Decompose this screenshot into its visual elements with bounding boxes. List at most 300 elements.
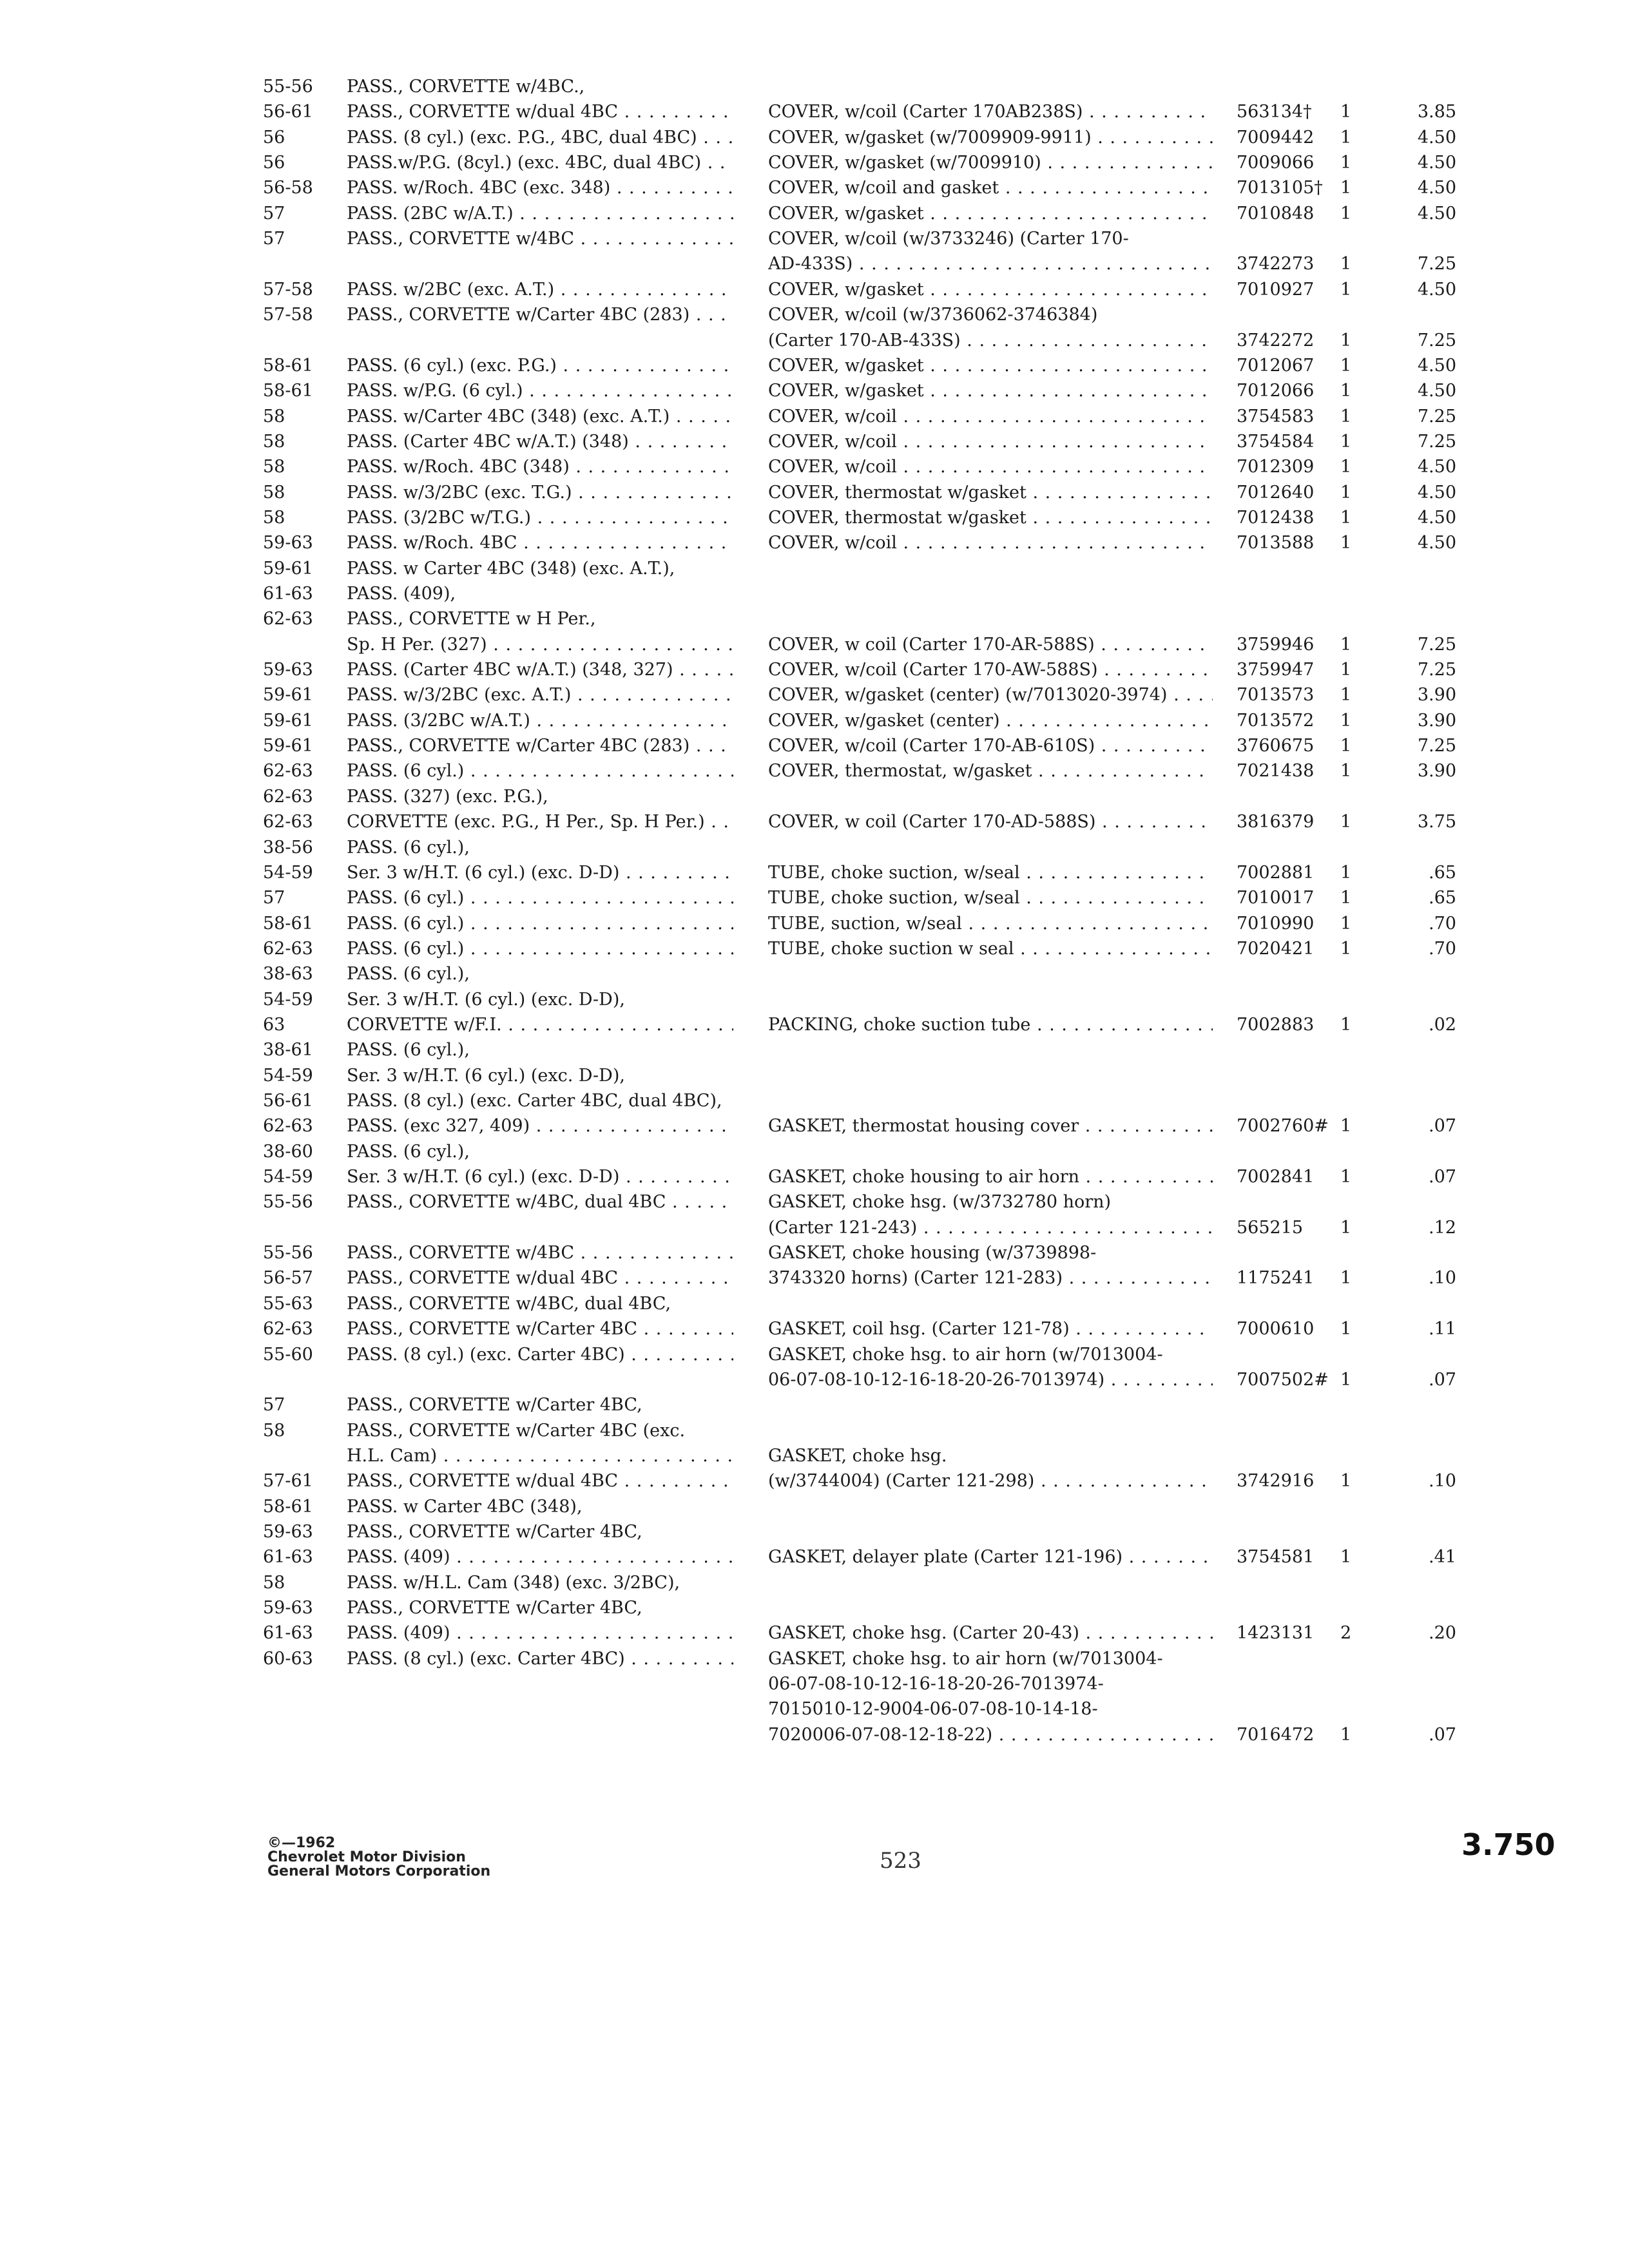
quantity-cell: 1: [1340, 483, 1352, 503]
price-cell: 4.50: [1417, 483, 1456, 503]
description-cell: GASKET, choke hsg. to air horn (w/7013004-: [768, 1345, 1163, 1365]
table-row: [0, 606, 1629, 632]
application-cell: PASS., CORVETTE w/4BC, dual 4BC . . .: [347, 1189, 733, 1215]
price-cell: .70: [1429, 939, 1456, 959]
table-row: [0, 1696, 1629, 1722]
application-cell: PASS. w/H.L. Cam (348) (exc. 3/2BC),: [347, 1573, 680, 1593]
copyright-block: [267, 1836, 490, 1879]
description-cell: TUBE, suction, w/seal . . .: [768, 911, 1213, 937]
year-cell: 54-59: [263, 990, 313, 1010]
price-cell: 7.25: [1417, 736, 1456, 756]
table-row: [0, 1392, 1629, 1418]
application-cell: PASS. (8 cyl.) (exc. P.G., 4BC, dual 4BC) . . .: [347, 125, 733, 151]
application-cell: PASS., CORVETTE w/4BC . . .: [347, 1240, 733, 1266]
description-cell: COVER, w/gasket . . .: [768, 277, 1213, 303]
table-row: [0, 1342, 1629, 1368]
year-cell: 62-63: [263, 787, 313, 807]
application-cell: PASS., CORVETTE w/dual 4BC . . .: [347, 1265, 733, 1291]
quantity-cell: 1: [1340, 812, 1352, 832]
application-cell: PASS. w/3/2BC (exc. A.T.) . . .: [347, 682, 733, 708]
table-row: [0, 251, 1629, 277]
year-cell: 62-63: [263, 1319, 313, 1339]
part-number-cell: 7013573: [1234, 682, 1324, 708]
application-cell: PASS. (6 cyl.) . . .: [347, 936, 733, 962]
quantity-cell: 1: [1340, 711, 1352, 731]
year-cell: 58: [263, 483, 285, 503]
price-cell: 7.25: [1417, 660, 1456, 680]
table-row: [0, 1468, 1629, 1494]
price-cell: 4.50: [1417, 533, 1456, 553]
price-cell: 4.50: [1417, 457, 1456, 477]
year-cell: 55-56: [263, 1192, 313, 1212]
application-cell: PASS. w/Roch. 4BC (exc. 348) . . .: [347, 175, 733, 201]
quantity-cell: 1: [1340, 178, 1352, 198]
table-row: [0, 226, 1629, 252]
application-cell: PASS. (327) (exc. P.G.),: [347, 787, 548, 807]
part-number-cell: 3754583: [1234, 404, 1324, 430]
table-row: [0, 1088, 1629, 1114]
table-row: [0, 404, 1629, 430]
table-row: [0, 860, 1629, 886]
table-row: [0, 125, 1629, 151]
application-cell: PASS. (6 cyl.) (exc. P.G.) . . .: [347, 353, 733, 379]
price-cell: 4.50: [1417, 280, 1456, 300]
description-cell: COVER, w/coil (w/3736062-3746384): [768, 305, 1098, 325]
part-number-cell: 7021438: [1234, 758, 1324, 784]
quantity-cell: 1: [1340, 1268, 1352, 1288]
description-cell: (Carter 121-243) . . .: [768, 1215, 1213, 1241]
year-cell: 57-61: [263, 1471, 313, 1491]
quantity-cell: 1: [1340, 635, 1352, 655]
description-cell: COVER, w/coil . . .: [768, 404, 1213, 430]
part-number-cell: 3742272: [1234, 328, 1324, 354]
application-cell: PASS. w Carter 4BC (348) (exc. A.T.),: [347, 559, 675, 579]
table-row: [0, 1671, 1629, 1697]
price-cell: .07: [1429, 1725, 1456, 1745]
table-row: [0, 1265, 1629, 1291]
application-cell: H.L. Cam) . . .: [347, 1443, 733, 1469]
description-cell: 7015010-12-9004-06-07-08-10-14-18-: [768, 1699, 1098, 1719]
year-cell: 59-63: [263, 1598, 313, 1618]
table-row: [0, 530, 1629, 556]
year-cell: 58-61: [263, 381, 313, 401]
application-cell: PASS. w/Carter 4BC (348) (exc. A.T.) . . .: [347, 404, 733, 430]
table-row: [0, 1113, 1629, 1139]
price-cell: 7.25: [1417, 635, 1456, 655]
part-number-cell: 7009066: [1234, 150, 1324, 176]
part-number-cell: 3742273: [1234, 251, 1324, 277]
application-cell: PASS. w/Roch. 4BC (348) . . .: [347, 454, 733, 480]
part-number-cell: 3754584: [1234, 429, 1324, 455]
quantity-cell: 1: [1340, 1370, 1352, 1390]
copyright-corporation: General Motors Corporation: [267, 1863, 491, 1879]
description-cell: GASKET, choke hsg. (w/3732780 horn): [768, 1192, 1112, 1212]
application-cell: PASS., CORVETTE w/4BC . . .: [347, 226, 733, 252]
application-cell: PASS., CORVETTE w/Carter 4BC (283) . . .: [347, 733, 733, 759]
price-cell: .07: [1429, 1370, 1456, 1390]
application-cell: CORVETTE (exc. P.G., H Per., Sp. H Per.) . . .: [347, 809, 733, 835]
year-cell: 56-57: [263, 1268, 313, 1288]
table-row: [0, 1291, 1629, 1317]
part-number-cell: 1175241: [1234, 1265, 1324, 1291]
year-cell: 59-61: [263, 736, 313, 756]
year-cell: 56-61: [263, 102, 313, 122]
year-cell: 58: [263, 407, 285, 427]
table-row: [0, 1443, 1629, 1469]
table-row: [0, 1620, 1629, 1646]
section-number: 3.750: [1461, 1827, 1556, 1862]
price-cell: 4.50: [1417, 153, 1456, 173]
year-cell: 54-59: [263, 1167, 313, 1187]
year-cell: 63: [263, 1015, 285, 1035]
table-row: [0, 708, 1629, 734]
price-cell: .65: [1429, 863, 1456, 883]
description-cell: COVER, w/gasket . . .: [768, 378, 1213, 404]
table-row: [0, 657, 1629, 683]
table-row: [0, 809, 1629, 835]
table-row: [0, 1240, 1629, 1266]
description-cell: TUBE, choke suction w seal . . .: [768, 936, 1213, 962]
description-cell: 3743320 horns) (Carter 121-283) . . .: [768, 1265, 1213, 1291]
table-row: [0, 353, 1629, 379]
quantity-cell: 1: [1340, 153, 1352, 173]
application-cell: PASS. (6 cyl.),: [347, 964, 470, 984]
table-row: [0, 454, 1629, 480]
quantity-cell: 2: [1340, 1623, 1352, 1643]
quantity-cell: 1: [1340, 331, 1352, 351]
description-cell: COVER, w coil (Carter 170-AR-588S) . . .: [768, 632, 1213, 658]
table-row: [0, 1595, 1629, 1621]
part-number-cell: 7013572: [1234, 708, 1324, 734]
year-cell: 56-61: [263, 1091, 313, 1111]
year-cell: 57: [263, 1395, 285, 1415]
quantity-cell: 1: [1340, 1725, 1352, 1745]
table-row: [0, 835, 1629, 861]
price-cell: .10: [1429, 1471, 1456, 1491]
year-cell: 58: [263, 432, 285, 452]
year-cell: 58: [263, 457, 285, 477]
part-number-cell: 3754581: [1234, 1544, 1324, 1570]
part-number-cell: 7000610: [1234, 1316, 1324, 1342]
application-cell: PASS. (6 cyl.),: [347, 1040, 470, 1060]
description-cell: COVER, w coil (Carter 170-AD-588S) . . .: [768, 809, 1213, 835]
application-cell: PASS., CORVETTE w/Carter 4BC,: [347, 1598, 642, 1618]
description-cell: GASKET, choke hsg. (Carter 20-43) . . .: [768, 1620, 1213, 1646]
part-number-cell: 7010927: [1234, 277, 1324, 303]
application-cell: PASS., CORVETTE w/Carter 4BC (283) . . .: [347, 302, 733, 328]
application-cell: CORVETTE w/F.I. . . .: [347, 1012, 733, 1038]
quantity-cell: 1: [1340, 1471, 1352, 1491]
table-row: [0, 1164, 1629, 1190]
part-number-cell: 7002841: [1234, 1164, 1324, 1190]
application-cell: PASS., CORVETTE w/Carter 4BC . . .: [347, 1316, 733, 1342]
table-row: [0, 328, 1629, 354]
quantity-cell: 1: [1340, 1547, 1352, 1567]
description-cell: 7020006-07-08-12-18-22) . . .: [768, 1722, 1213, 1748]
description-cell: 06-07-08-10-12-16-18-20-26-7013974) . . .: [768, 1367, 1213, 1393]
year-cell: 57-58: [263, 280, 313, 300]
part-number-cell: 563134†: [1234, 99, 1324, 125]
quantity-cell: 1: [1340, 888, 1352, 908]
quantity-cell: 1: [1340, 533, 1352, 553]
table-row: [0, 885, 1629, 911]
part-number-cell: 7012309: [1234, 454, 1324, 480]
price-cell: 3.90: [1417, 761, 1456, 781]
part-number-cell: 7002883: [1234, 1012, 1324, 1038]
quantity-cell: 1: [1340, 356, 1352, 376]
description-cell: 06-07-08-10-12-16-18-20-26-7013974-: [768, 1674, 1104, 1694]
description-cell: (Carter 170-AB-433S) . . .: [768, 328, 1213, 354]
table-row: [0, 175, 1629, 201]
application-cell: PASS., CORVETTE w/Carter 4BC,: [347, 1395, 642, 1415]
description-cell: GASKET, coil hsg. (Carter 121-78) . . .: [768, 1316, 1213, 1342]
year-cell: 58: [263, 508, 285, 528]
description-cell: GASKET, choke hsg.: [768, 1446, 947, 1466]
quantity-cell: 1: [1340, 508, 1352, 528]
price-cell: 7.25: [1417, 407, 1456, 427]
application-cell: PASS. (Carter 4BC w/A.T.) (348) . . .: [347, 429, 733, 455]
year-cell: 62-63: [263, 812, 313, 832]
application-cell: PASS. (2BC w/A.T.) . . .: [347, 201, 733, 227]
part-number-cell: 7016472: [1234, 1722, 1324, 1748]
year-cell: 56: [263, 153, 285, 173]
description-cell: COVER, w/gasket . . .: [768, 201, 1213, 227]
price-cell: 3.75: [1417, 812, 1456, 832]
quantity-cell: 1: [1340, 1218, 1352, 1238]
price-cell: 3.85: [1417, 102, 1456, 122]
table-row: [0, 1418, 1629, 1444]
part-number-cell: 7012640: [1234, 480, 1324, 506]
quantity-cell: 1: [1340, 204, 1352, 224]
price-cell: .07: [1429, 1167, 1456, 1187]
description-cell: GASKET, choke housing to air horn . . .: [768, 1164, 1213, 1190]
price-cell: .12: [1429, 1218, 1456, 1238]
quantity-cell: 1: [1340, 1116, 1352, 1136]
price-cell: .07: [1429, 1116, 1456, 1136]
table-row: [0, 1063, 1629, 1089]
year-cell: 61-63: [263, 1623, 313, 1643]
table-row: [0, 758, 1629, 784]
part-number-cell: 3760675: [1234, 733, 1324, 759]
year-cell: 38-56: [263, 838, 313, 858]
year-cell: 55-60: [263, 1345, 313, 1365]
year-cell: 60-63: [263, 1649, 313, 1669]
application-cell: PASS. (409),: [347, 584, 456, 604]
price-cell: 4.50: [1417, 356, 1456, 376]
description-cell: GASKET, thermostat housing cover . . .: [768, 1113, 1213, 1139]
quantity-cell: 1: [1340, 457, 1352, 477]
table-row: [0, 429, 1629, 455]
table-row: [0, 784, 1629, 810]
application-cell: PASS. w/Roch. 4BC . . .: [347, 530, 733, 556]
table-row: [0, 99, 1629, 125]
application-cell: PASS. (exc 327, 409) . . .: [347, 1113, 733, 1139]
year-cell: 57: [263, 204, 285, 224]
application-cell: PASS. (6 cyl.) . . .: [347, 758, 733, 784]
quantity-cell: 1: [1340, 939, 1352, 959]
application-cell: Ser. 3 w/H.T. (6 cyl.) (exc. D-D),: [347, 990, 625, 1010]
application-cell: Sp. H Per. (327) . . .: [347, 632, 733, 658]
price-cell: 4.50: [1417, 381, 1456, 401]
table-row: [0, 987, 1629, 1013]
part-number-cell: 7007502#: [1234, 1367, 1324, 1393]
year-cell: 59-63: [263, 1522, 313, 1542]
table-row: [0, 378, 1629, 404]
table-row: [0, 1037, 1629, 1063]
description-cell: GASKET, choke hsg. to air horn (w/7013004-: [768, 1649, 1163, 1669]
table-row: [0, 1215, 1629, 1241]
year-cell: 62-63: [263, 939, 313, 959]
table-row: [0, 150, 1629, 176]
part-number-cell: 3742916: [1234, 1468, 1324, 1494]
table-row: [0, 505, 1629, 531]
quantity-cell: 1: [1340, 761, 1352, 781]
part-number-cell: 1423131: [1234, 1620, 1324, 1646]
application-cell: PASS., CORVETTE w/4BC, dual 4BC,: [347, 1294, 671, 1314]
year-cell: 57: [263, 229, 285, 249]
copyright-year: ©—1962: [267, 1835, 336, 1851]
year-cell: 58: [263, 1421, 285, 1441]
description-cell: COVER, w/coil (Carter 170-AB-610S) . . .: [768, 733, 1213, 759]
price-cell: 3.90: [1417, 685, 1456, 705]
description-cell: COVER, w/gasket (center) (w/7013020-3974) . . .: [768, 682, 1213, 708]
price-cell: 7.25: [1417, 254, 1456, 274]
part-number-cell: 7012438: [1234, 505, 1324, 531]
quantity-cell: 1: [1340, 280, 1352, 300]
table-row: [0, 936, 1629, 962]
table-row: [0, 1646, 1629, 1672]
description-cell: COVER, w/coil (Carter 170-AW-588S) . . .: [768, 657, 1213, 683]
table-row: [0, 1367, 1629, 1393]
year-cell: 57: [263, 888, 285, 908]
description-cell: TUBE, choke suction, w/seal . . .: [768, 885, 1213, 911]
description-cell: GASKET, choke housing (w/3739898-: [768, 1243, 1097, 1263]
price-cell: 4.50: [1417, 508, 1456, 528]
page-number: 523: [880, 1848, 921, 1874]
application-cell: PASS. w/3/2BC (exc. T.G.) . . .: [347, 480, 733, 506]
quantity-cell: 1: [1340, 914, 1352, 934]
part-number-cell: 7002881: [1234, 860, 1324, 886]
year-cell: 59-61: [263, 559, 313, 579]
application-cell: PASS. (6 cyl.) . . .: [347, 885, 733, 911]
year-cell: 54-59: [263, 863, 313, 883]
application-cell: PASS. (6 cyl.),: [347, 838, 470, 858]
table-row: [0, 632, 1629, 658]
description-cell: TUBE, choke suction, w/seal . . .: [768, 860, 1213, 886]
application-cell: PASS. (3/2BC w/A.T.) . . .: [347, 708, 733, 734]
quantity-cell: 1: [1340, 1319, 1352, 1339]
application-cell: PASS. (8 cyl.) (exc. Carter 4BC) . . .: [347, 1646, 733, 1672]
description-cell: PACKING, choke suction tube . . .: [768, 1012, 1213, 1038]
price-cell: .11: [1429, 1319, 1456, 1339]
part-number-cell: 3816379: [1234, 809, 1324, 835]
year-cell: 55-56: [263, 77, 313, 97]
year-cell: 38-61: [263, 1040, 313, 1060]
part-number-cell: 7012066: [1234, 378, 1324, 404]
application-cell: Ser. 3 w/H.T. (6 cyl.) (exc. D-D) . . .: [347, 1164, 733, 1190]
table-row: [0, 74, 1629, 100]
copyright-division: Chevrolet Motor Division: [267, 1849, 466, 1865]
price-cell: .20: [1429, 1623, 1456, 1643]
table-row: [0, 581, 1629, 607]
table-row: [0, 1544, 1629, 1570]
quantity-cell: 1: [1340, 1015, 1352, 1035]
description-cell: COVER, w/coil . . .: [768, 530, 1213, 556]
part-number-cell: 7010017: [1234, 885, 1324, 911]
year-cell: 54-59: [263, 1066, 313, 1086]
quantity-cell: 1: [1340, 685, 1352, 705]
description-cell: COVER, w/coil (Carter 170AB238S) . . .: [768, 99, 1213, 125]
price-cell: 7.25: [1417, 331, 1456, 351]
part-number-cell: 7010990: [1234, 911, 1324, 937]
application-cell: PASS. (8 cyl.) (exc. Carter 4BC) . . .: [347, 1342, 733, 1368]
quantity-cell: 1: [1340, 102, 1352, 122]
description-cell: COVER, thermostat, w/gasket . . .: [768, 758, 1213, 784]
year-cell: 59-61: [263, 685, 313, 705]
year-cell: 62-63: [263, 1116, 313, 1136]
price-cell: .65: [1429, 888, 1456, 908]
part-number-cell: 7010848: [1234, 201, 1324, 227]
year-cell: 58: [263, 1573, 285, 1593]
application-cell: PASS., CORVETTE w/Carter 4BC (exc.: [347, 1421, 686, 1441]
application-cell: PASS. (6 cyl.) . . .: [347, 911, 733, 937]
quantity-cell: 1: [1340, 736, 1352, 756]
application-cell: PASS., CORVETTE w/Carter 4BC,: [347, 1522, 642, 1542]
description-cell: (w/3744004) (Carter 121-298) . . .: [768, 1468, 1213, 1494]
table-row: [0, 1570, 1629, 1596]
year-cell: 38-63: [263, 964, 313, 984]
table-row: [0, 480, 1629, 506]
description-cell: COVER, w/coil . . .: [768, 429, 1213, 455]
table-row: [0, 1012, 1629, 1038]
price-cell: 3.90: [1417, 711, 1456, 731]
price-cell: 7.25: [1417, 432, 1456, 452]
application-cell: PASS. (409) . . .: [347, 1544, 733, 1570]
year-cell: 62-63: [263, 761, 313, 781]
table-row: [0, 201, 1629, 227]
part-number-cell: 7020421: [1234, 936, 1324, 962]
year-cell: 55-63: [263, 1294, 313, 1314]
table-row: [0, 1139, 1629, 1165]
description-cell: COVER, thermostat w/gasket . . .: [768, 480, 1213, 506]
table-row: [0, 1722, 1629, 1748]
price-cell: .41: [1429, 1547, 1456, 1567]
table-row: [0, 556, 1629, 582]
year-cell: 61-63: [263, 1547, 313, 1567]
table-row: [0, 302, 1629, 328]
description-cell: COVER, thermostat w/gasket . . .: [768, 505, 1213, 531]
description-cell: COVER, w/coil and gasket . . .: [768, 175, 1213, 201]
application-cell: PASS., CORVETTE w/dual 4BC . . .: [347, 99, 733, 125]
quantity-cell: 1: [1340, 863, 1352, 883]
quantity-cell: 1: [1340, 381, 1352, 401]
application-cell: PASS., CORVETTE w/dual 4BC . . .: [347, 1468, 733, 1494]
part-number-cell: 7013105†: [1234, 175, 1324, 201]
year-cell: 58-61: [263, 1497, 313, 1517]
year-cell: 55-56: [263, 1243, 313, 1263]
quantity-cell: 1: [1340, 254, 1352, 274]
price-cell: 4.50: [1417, 204, 1456, 224]
description-cell: COVER, w/coil . . .: [768, 454, 1213, 480]
table-row: [0, 1494, 1629, 1520]
year-cell: 58-61: [263, 356, 313, 376]
quantity-cell: 1: [1340, 1167, 1352, 1187]
price-cell: .10: [1429, 1268, 1456, 1288]
application-cell: Ser. 3 w/H.T. (6 cyl.) (exc. D-D) . . .: [347, 860, 733, 886]
quantity-cell: 1: [1340, 432, 1352, 452]
year-cell: 56: [263, 128, 285, 148]
application-cell: PASS. w Carter 4BC (348),: [347, 1497, 583, 1517]
